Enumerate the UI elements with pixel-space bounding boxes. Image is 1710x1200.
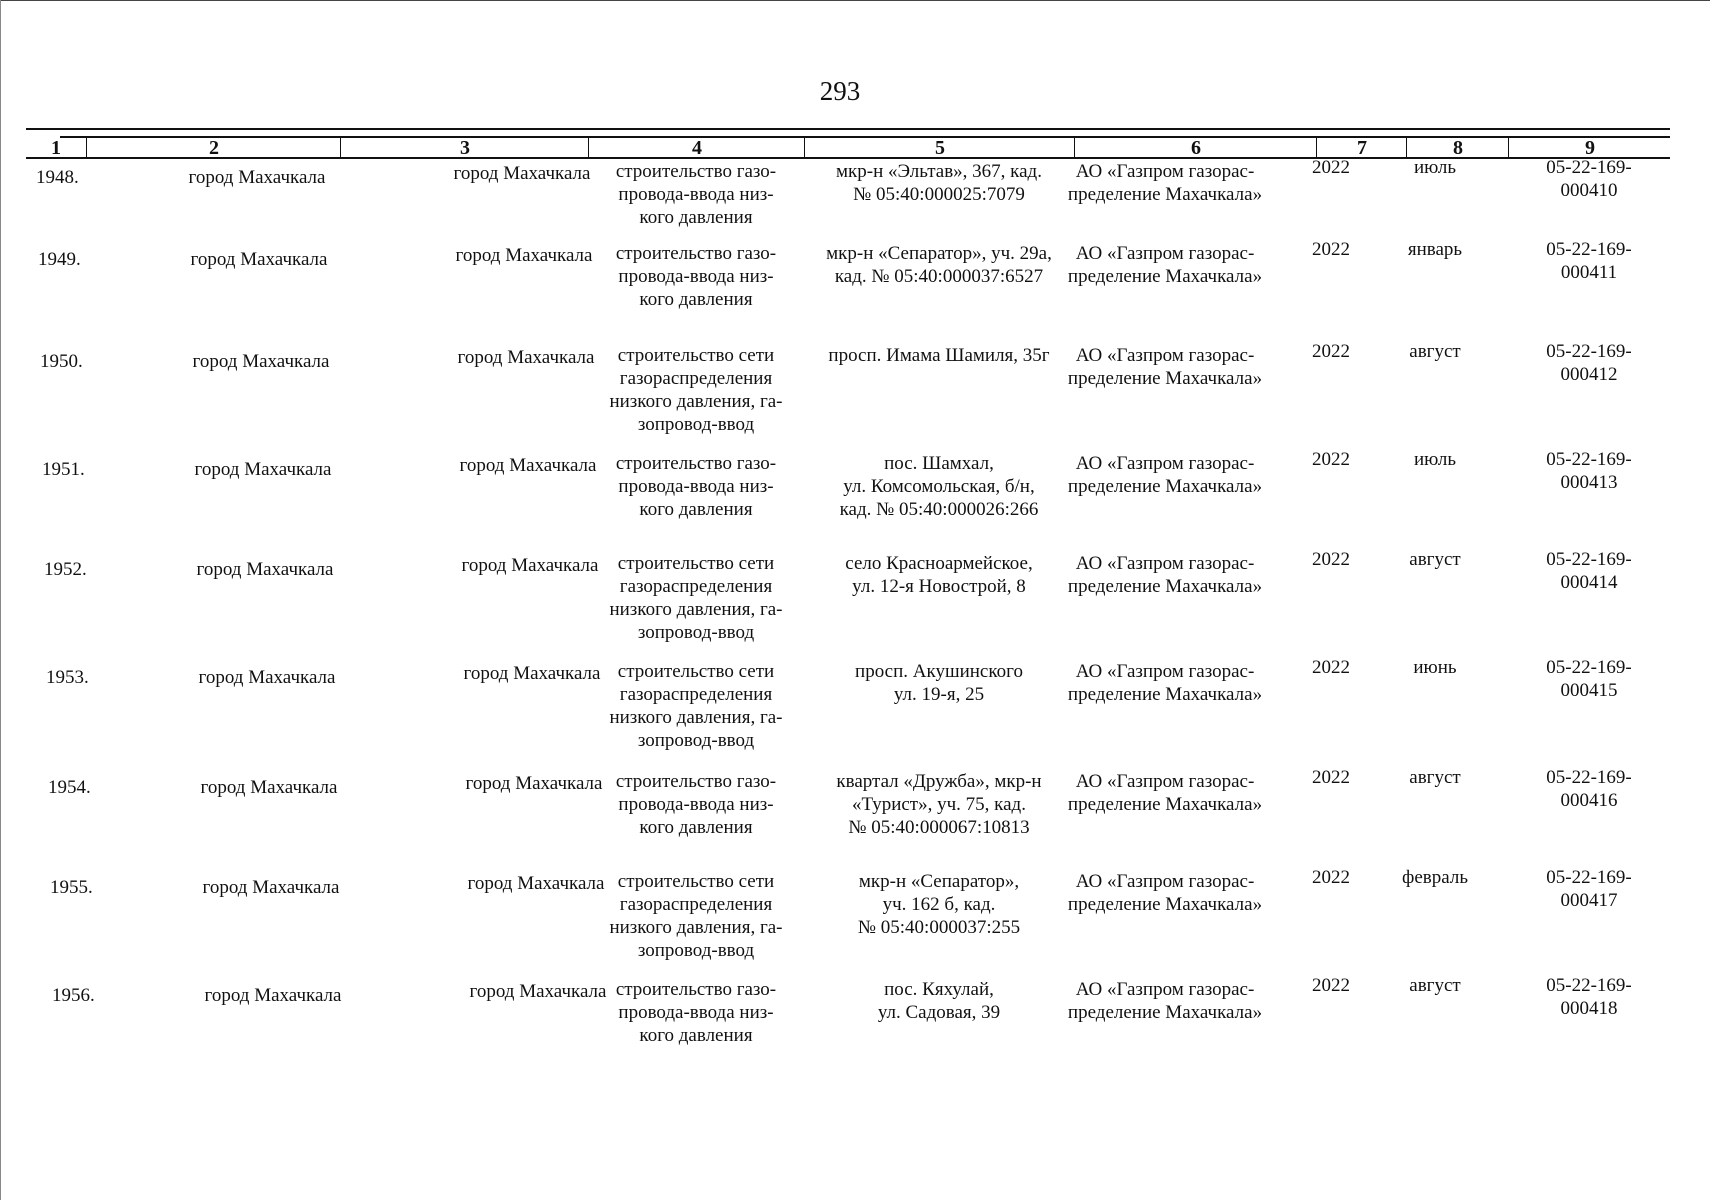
organization-cell-line: пределение Махачкала»: [1067, 894, 1263, 915]
code-cell-line: 000417: [1560, 890, 1618, 911]
work-type-cell-line: провода-ввода низ-: [618, 476, 774, 497]
work-type-cell: [588, 344, 804, 436]
month-cell: июль: [1413, 449, 1457, 470]
address-cell-line: просп. Имама Шамиля, 35г: [828, 345, 1050, 366]
organization-cell-line: пределение Махачкала»: [1067, 684, 1263, 705]
code-cell-line: 05-22-169-: [1546, 657, 1632, 678]
organization-cell: [1044, 552, 1286, 598]
code-cell-line: 000412: [1560, 364, 1618, 385]
month-cell: январь: [1407, 239, 1463, 260]
organization-cell-line: пределение Махачкала»: [1067, 1002, 1263, 1023]
work-type-cell-line: строительство газо-: [615, 161, 777, 182]
district-cell: город Махачкала: [202, 877, 340, 898]
row-number: 1950.: [40, 351, 83, 372]
organization-cell: [1044, 660, 1286, 706]
work-type-cell-line: строительство газо-: [615, 453, 777, 474]
code-cell-line: 000416: [1560, 790, 1618, 811]
address-cell-line: № 05:40:000067:10813: [848, 817, 1030, 838]
organization-cell: [1044, 870, 1286, 916]
address-cell-line: ул. 19-я, 25: [893, 684, 985, 705]
work-type-cell-line: газораспределения: [619, 576, 773, 597]
row-number: 1955.: [50, 877, 93, 898]
organization-cell-line: АО «Газпром газорас-: [1075, 243, 1255, 264]
address-cell: [804, 870, 1074, 939]
settlement-cell: город Махачкала: [463, 663, 601, 684]
code-cell-line: 05-22-169-: [1546, 867, 1632, 888]
code-cell-line: 000413: [1560, 472, 1618, 493]
year-cell: 2022: [1312, 657, 1350, 678]
address-cell: [804, 770, 1074, 839]
address-cell-line: мкр-н «Эльтав», 367, кад.: [836, 161, 1042, 182]
address-cell-line: кад. № 05:40:000026:266: [839, 499, 1039, 520]
work-type-cell-line: газораспределения: [619, 684, 773, 705]
work-type-cell-line: кого давления: [639, 817, 753, 838]
address-cell-line: уч. 162 б, кад.: [882, 894, 996, 915]
address-cell: [804, 978, 1074, 1024]
work-type-cell-line: строительство сети: [617, 871, 775, 892]
work-type-cell-line: низкого давления, га-: [609, 599, 783, 620]
work-type-cell: [588, 770, 804, 839]
column-header-6: 6: [1074, 137, 1317, 159]
column-header-3: 3: [340, 137, 589, 159]
code-cell: [1508, 656, 1670, 702]
work-type-cell-line: строительство сети: [617, 661, 775, 682]
organization-cell: [1044, 770, 1286, 816]
month-cell: август: [1409, 975, 1461, 996]
address-cell: [804, 344, 1074, 367]
code-cell: [1508, 866, 1670, 912]
scan-top-edge: [0, 0, 1710, 1]
organization-cell-line: АО «Газпром газорас-: [1075, 661, 1255, 682]
month-cell: август: [1409, 341, 1461, 362]
organization-cell-line: АО «Газпром газорас-: [1075, 871, 1255, 892]
district-cell: город Махачкала: [204, 985, 342, 1006]
district-cell: город Махачкала: [198, 667, 336, 688]
settlement-cell: город Махачкала: [467, 873, 605, 894]
address-cell-line: № 05:40:000037:255: [857, 917, 1021, 938]
work-type-cell-line: газораспределения: [619, 894, 773, 915]
address-cell: [804, 242, 1074, 288]
code-cell: [1508, 548, 1670, 594]
row-number: 1956.: [52, 985, 95, 1006]
year-cell: 2022: [1312, 867, 1350, 888]
code-cell: [1508, 156, 1670, 202]
settlement-cell: город Махачкала: [459, 455, 597, 476]
code-cell-line: 05-22-169-: [1546, 975, 1632, 996]
work-type-cell-line: низкого давления, га-: [609, 917, 783, 938]
settlement-cell: город Махачкала: [457, 347, 595, 368]
work-type-cell-line: строительство сети: [617, 553, 775, 574]
code-cell-line: 05-22-169-: [1546, 549, 1632, 570]
address-cell-line: ул. 12-я Новострой, 8: [852, 576, 1026, 597]
code-cell-line: 000414: [1560, 572, 1618, 593]
year-cell: 2022: [1312, 767, 1350, 788]
work-type-cell: [588, 978, 804, 1047]
organization-cell-line: АО «Газпром газорас-: [1075, 345, 1255, 366]
work-type-cell-line: провода-ввода низ-: [618, 184, 774, 205]
work-type-cell-line: зопровод-ввод: [637, 414, 755, 435]
code-cell: [1508, 448, 1670, 494]
organization-cell-line: пределение Махачкала»: [1067, 368, 1263, 389]
code-cell-line: 05-22-169-: [1546, 449, 1632, 470]
code-cell: [1508, 974, 1670, 1020]
work-type-cell-line: кого давления: [639, 289, 753, 310]
code-cell-line: 05-22-169-: [1546, 239, 1632, 260]
column-header-1: 1: [51, 137, 61, 159]
address-cell: [804, 452, 1074, 521]
address-cell-line: пос. Кяхулай,: [884, 979, 994, 1000]
scan-left-edge: [0, 0, 1, 1200]
organization-cell-line: АО «Газпром газорас-: [1075, 553, 1255, 574]
year-cell: 2022: [1312, 157, 1350, 178]
row-number: 1949.: [38, 249, 81, 270]
address-cell-line: № 05:40:000025:7079: [853, 184, 1025, 205]
work-type-cell: [588, 660, 804, 752]
work-type-cell-line: низкого давления, га-: [609, 707, 783, 728]
work-type-cell-line: зопровод-ввод: [637, 730, 755, 751]
code-cell: [1508, 766, 1670, 812]
row-number: 1954.: [48, 777, 91, 798]
header-rule-top: [26, 128, 1670, 130]
work-type-cell-line: строительство газо-: [615, 243, 777, 264]
work-type-cell-line: зопровод-ввод: [637, 940, 755, 961]
settlement-cell: город Махачкала: [453, 163, 591, 184]
organization-cell-line: пределение Махачкала»: [1067, 476, 1263, 497]
district-cell: город Махачкала: [196, 559, 334, 580]
organization-cell: [1044, 978, 1286, 1024]
month-cell: август: [1409, 549, 1461, 570]
work-type-cell-line: провода-ввода низ-: [618, 266, 774, 287]
organization-cell-line: пределение Махачкала»: [1067, 576, 1263, 597]
code-cell-line: 000418: [1560, 998, 1618, 1019]
work-type-cell-line: кого давления: [639, 1025, 753, 1046]
organization-cell: [1044, 242, 1286, 288]
address-cell-line: кад. № 05:40:000037:6527: [834, 266, 1044, 287]
row-number: 1951.: [42, 459, 85, 480]
address-cell-line: мкр-н «Сепаратор»,: [858, 871, 1020, 892]
address-cell: [804, 552, 1074, 598]
year-cell: 2022: [1312, 975, 1350, 996]
organization-cell: [1044, 160, 1286, 206]
work-type-cell-line: строительство газо-: [615, 979, 777, 1000]
column-header-8: 8: [1406, 137, 1509, 159]
address-cell-line: мкр-н «Сепаратор», уч. 29а,: [826, 243, 1052, 264]
organization-cell-line: пределение Махачкала»: [1067, 184, 1263, 205]
work-type-cell-line: провода-ввода низ-: [618, 1002, 774, 1023]
column-header-9: 9: [1508, 137, 1671, 159]
settlement-cell: город Махачкала: [455, 245, 593, 266]
district-cell: город Махачкала: [188, 167, 326, 188]
code-cell-line: 000410: [1560, 180, 1618, 201]
code-cell-line: 05-22-169-: [1546, 157, 1632, 178]
work-type-cell-line: газораспределения: [619, 368, 773, 389]
month-cell: июль: [1413, 157, 1457, 178]
column-header-2: 2: [86, 137, 341, 159]
work-type-cell: [588, 160, 804, 229]
work-type-cell-line: кого давления: [639, 207, 753, 228]
address-cell-line: квартал «Дружба», мкр-н: [836, 771, 1042, 792]
work-type-cell-line: низкого давления, га-: [609, 391, 783, 412]
year-cell: 2022: [1312, 341, 1350, 362]
code-cell: [1508, 340, 1670, 386]
code-cell-line: 05-22-169-: [1546, 767, 1632, 788]
work-type-cell: [588, 242, 804, 311]
column-header-5: 5: [804, 137, 1075, 159]
year-cell: 2022: [1312, 549, 1350, 570]
address-cell-line: «Турист», уч. 75, кад.: [852, 794, 1026, 815]
code-cell-line: 000415: [1560, 680, 1618, 701]
page-number: 293: [819, 76, 861, 106]
work-type-cell-line: провода-ввода низ-: [618, 794, 774, 815]
organization-cell-line: АО «Газпром газорас-: [1075, 453, 1255, 474]
district-cell: город Махачкала: [200, 777, 338, 798]
address-cell: [804, 160, 1074, 206]
column-header-7: 7: [1316, 137, 1407, 159]
district-cell: город Махачкала: [192, 351, 330, 372]
organization-cell-line: АО «Газпром газорас-: [1075, 771, 1255, 792]
year-cell: 2022: [1312, 239, 1350, 260]
organization-cell: [1044, 344, 1286, 390]
row-number: 1952.: [44, 559, 87, 580]
month-cell: февраль: [1402, 867, 1468, 888]
row-number: 1953.: [46, 667, 89, 688]
year-cell: 2022: [1312, 449, 1350, 470]
work-type-cell-line: зопровод-ввод: [637, 622, 755, 643]
code-cell-line: 000411: [1560, 262, 1618, 283]
settlement-cell: город Махачкала: [465, 773, 603, 794]
settlement-cell: город Махачкала: [469, 981, 607, 1002]
organization-cell-line: АО «Газпром газорас-: [1075, 161, 1255, 182]
settlement-cell: город Махачкала: [461, 555, 599, 576]
organization-cell: [1044, 452, 1286, 498]
row-number: 1948.: [36, 167, 79, 188]
district-cell: город Махачкала: [194, 459, 332, 480]
code-cell-line: 05-22-169-: [1546, 341, 1632, 362]
month-cell: август: [1409, 767, 1461, 788]
organization-cell-line: пределение Махачкала»: [1067, 794, 1263, 815]
code-cell: [1508, 238, 1670, 284]
address-cell-line: село Красноармейское,: [845, 553, 1033, 574]
work-type-cell: [588, 452, 804, 521]
address-cell-line: ул. Комсомольская, б/н,: [843, 476, 1035, 497]
address-cell-line: пос. Шамхал,: [884, 453, 994, 474]
district-cell: город Махачкала: [190, 249, 328, 270]
work-type-cell-line: строительство сети: [617, 345, 775, 366]
address-cell-line: ул. Садовая, 39: [877, 1002, 1001, 1023]
work-type-cell-line: кого давления: [639, 499, 753, 520]
address-cell: [804, 660, 1074, 706]
organization-cell-line: пределение Махачкала»: [1067, 266, 1263, 287]
work-type-cell: [588, 870, 804, 962]
address-cell-line: просп. Акушинского: [855, 661, 1023, 682]
work-type-cell: [588, 552, 804, 644]
column-header-4: 4: [588, 137, 805, 159]
organization-cell-line: АО «Газпром газорас-: [1075, 979, 1255, 1000]
work-type-cell-line: строительство газо-: [615, 771, 777, 792]
month-cell: июнь: [1413, 657, 1457, 678]
